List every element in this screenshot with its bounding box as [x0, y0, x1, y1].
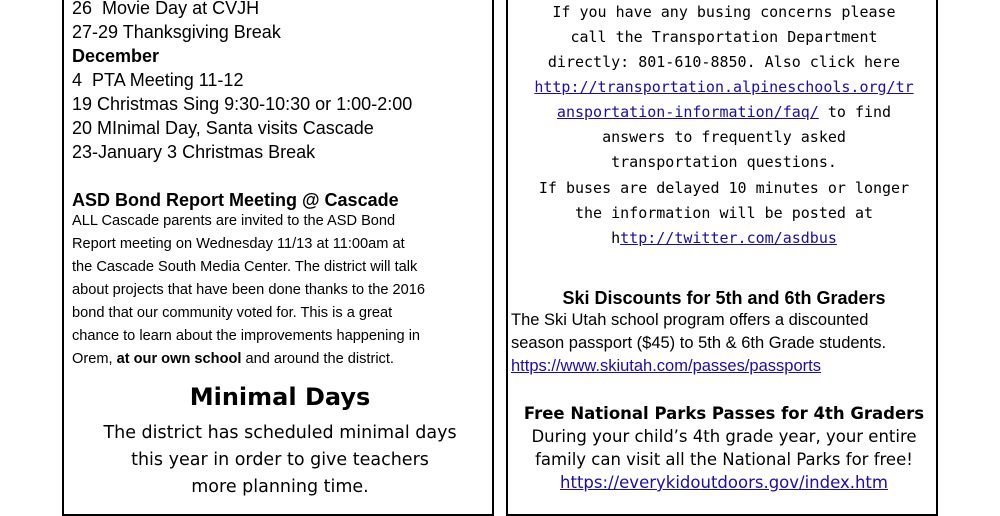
parks-line: family can visit all the National Parks for free! [535, 450, 913, 469]
ski-line: season passport ($45) to 5th & 6th Grade students. [511, 334, 887, 352]
busing-line: ansportation-information/faq/ to find [556, 103, 892, 121]
ski-passports-link[interactable]: https://www.skiutah.com/passes/passports [511, 357, 821, 375]
calendar-item: 23-January 3 Christmas Break [72, 142, 316, 162]
bond-paragraph-line: ALL Cascade parents are invited to the ASD Bond [72, 213, 396, 229]
bond-heading: ASD Bond Report Meeting @ Cascade [72, 190, 399, 210]
busing-line: transportation questions. [611, 153, 837, 171]
bond-paragraph-line: Orem, at our own school and around the district. [72, 351, 394, 367]
calendar-item: 27-29 Thanksgiving Break [72, 22, 281, 42]
transportation-faq-link-cont[interactable]: ansportation-information/faq/ [556, 103, 819, 121]
busing-line: http://twitter.com/asdbus [611, 229, 837, 247]
busing-line: If you have any busing concerns please [552, 3, 896, 21]
minimal-days-line: The district has scheduled minimal days [103, 423, 457, 443]
minimal-days-heading: Minimal Days [189, 383, 371, 411]
bond-paragraph-line: bond that our community voted for. This is a great [72, 305, 393, 321]
calendar-item: 26 Movie Day at CVJH [72, 0, 260, 18]
parks-line: During your child’s 4th grade year, your entire [531, 427, 917, 446]
busing-line: If buses are delayed 10 minutes or longer [538, 179, 910, 197]
parks-link[interactable]: https://everykidoutdoors.gov/index.htm [560, 473, 888, 492]
bond-emphasis: at our own school [116, 351, 242, 367]
bond-paragraph-line: Report meeting on Wednesday 11/13 at 11:00am at [72, 236, 405, 252]
asdbus-twitter-link[interactable]: ttp://twitter.com/asdbus [620, 229, 837, 247]
busing-line: the information will be posted at [574, 204, 873, 222]
calendar-item: 19 Christmas Sing 9:30-10:30 or 1:00-2:00 [72, 94, 413, 114]
left-column [62, 0, 494, 516]
minimal-days-line: this year in order to give teachers [131, 450, 429, 470]
busing-line: directly: 801-610-8850. Also click here [547, 53, 901, 71]
right-column [506, 0, 938, 516]
ski-heading: Ski Discounts for 5th and 6th Graders [562, 288, 886, 308]
bond-paragraph-line: about projects that have been done thanks to the 2016 [72, 282, 425, 298]
minimal-days-line: more planning time. [191, 477, 369, 497]
transportation-faq-link[interactable]: http://transportation.alpineschools.org/tr [534, 78, 914, 96]
parks-heading: Free National Parks Passes for 4th Graders [523, 404, 925, 423]
december-heading: December [72, 46, 160, 66]
ski-line: The Ski Utah school program offers a discounted [511, 311, 869, 329]
calendar-item: 20 MInimal Day, Santa visits Cascade [72, 118, 374, 138]
bond-paragraph-line: chance to learn about the improvements happening in [72, 328, 421, 344]
calendar-item: 4 PTA Meeting 11-12 [72, 70, 244, 90]
busing-line: call the Transportation Department [570, 28, 878, 46]
busing-line: answers to frequently asked [602, 128, 846, 146]
bond-paragraph-line: the Cascade South Media Center. The district will talk [72, 259, 418, 275]
